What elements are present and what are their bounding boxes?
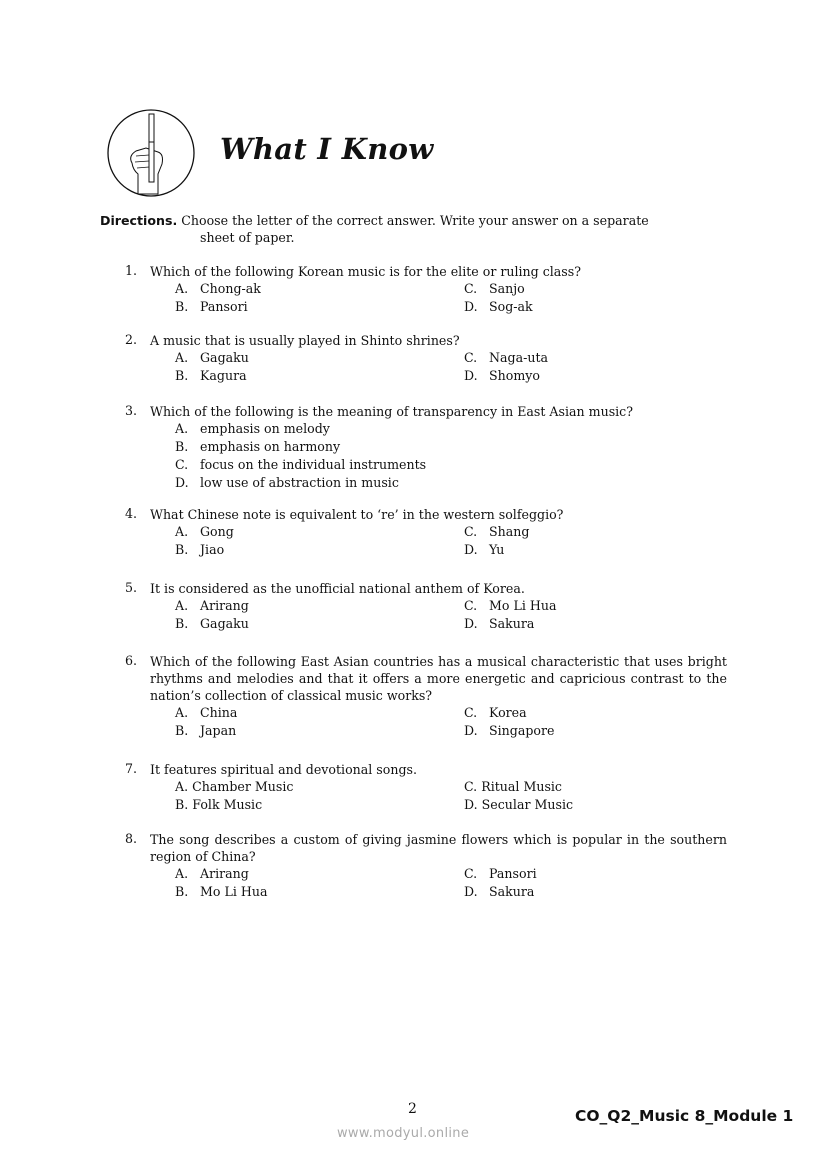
answer-option bbox=[464, 796, 724, 814]
question-number: 8. bbox=[125, 831, 138, 846]
option-letter: B. bbox=[175, 439, 189, 454]
option-letter: C. bbox=[464, 350, 478, 365]
option-letter: D. bbox=[464, 616, 478, 631]
option-text: Folk Music bbox=[192, 797, 263, 812]
option-letter: A. bbox=[175, 598, 189, 613]
question-item bbox=[125, 403, 727, 492]
question-number: 5. bbox=[125, 580, 138, 595]
option-letter: C. bbox=[464, 866, 478, 881]
option-letter: D. bbox=[464, 368, 478, 383]
answer-option bbox=[175, 456, 575, 474]
option-text: Arirang bbox=[200, 598, 249, 613]
option-text: Ritual Music bbox=[481, 779, 562, 794]
answer-option bbox=[175, 541, 464, 559]
option-text: emphasis on harmony bbox=[200, 439, 341, 454]
answer-option bbox=[175, 474, 575, 492]
answer-option bbox=[464, 704, 724, 722]
answer-option bbox=[175, 438, 575, 456]
option-letter: D. bbox=[464, 542, 478, 557]
answer-option bbox=[464, 615, 724, 633]
option-letter: D. bbox=[464, 723, 478, 738]
answer-option bbox=[175, 704, 464, 722]
option-text: Sakura bbox=[489, 616, 535, 631]
answer-option bbox=[464, 597, 724, 615]
option-text: low use of abstraction in music bbox=[200, 475, 399, 490]
option-letter: C. bbox=[175, 457, 189, 472]
question-item bbox=[125, 653, 727, 740]
directions bbox=[100, 212, 727, 246]
question-item bbox=[125, 506, 727, 559]
question-number: 7. bbox=[125, 761, 138, 776]
option-letter: A. bbox=[175, 281, 189, 296]
directions-text-cont: sheet of paper. bbox=[200, 230, 295, 245]
option-letter: A. bbox=[175, 421, 189, 436]
answer-option bbox=[175, 865, 464, 883]
directions-text: Choose the letter of the correct answer. Write your answer on a separate bbox=[181, 213, 649, 228]
directions-label: Directions. bbox=[100, 213, 178, 228]
answer-option bbox=[464, 367, 724, 385]
question-item bbox=[125, 761, 727, 814]
answer-option bbox=[175, 523, 464, 541]
answer-option bbox=[464, 541, 724, 559]
option-letter: A. bbox=[175, 705, 189, 720]
option-text: Arirang bbox=[200, 866, 249, 881]
option-text: Japan bbox=[200, 723, 237, 738]
answer-options bbox=[175, 597, 727, 633]
answer-option bbox=[464, 883, 724, 901]
question-number: 6. bbox=[125, 653, 138, 668]
question-number: 1. bbox=[125, 263, 138, 278]
question-text: Which of the following East Asian countries has a musical characteristic that uses bright rhythms and melodies and that it offers a more energetic and capricious contrast to the nation’s collection of classical music works? bbox=[150, 654, 727, 703]
option-letter: B. bbox=[175, 616, 189, 631]
question-text: A music that is usually played in Shinto shrines? bbox=[150, 333, 460, 348]
answer-option bbox=[175, 280, 464, 298]
question-number: 2. bbox=[125, 332, 138, 347]
question-text: What Chinese note is equivalent to ‘re’ in the western solfeggio? bbox=[150, 507, 564, 522]
question-text: Which of the following is the meaning of transparency in East Asian music? bbox=[150, 404, 633, 419]
answer-options bbox=[175, 523, 727, 559]
answer-options bbox=[175, 778, 727, 814]
option-text: Secular Music bbox=[481, 797, 574, 812]
option-text: Mo Li Hua bbox=[200, 884, 268, 899]
option-text: Singapore bbox=[489, 723, 555, 738]
option-text: Mo Li Hua bbox=[489, 598, 557, 613]
question-text: Which of the following Korean music is for the elite or ruling class? bbox=[150, 264, 581, 279]
module-code: CO_Q2_Music 8_Module 1 bbox=[575, 1107, 794, 1125]
option-letter: B. bbox=[175, 542, 189, 557]
option-text: Sakura bbox=[489, 884, 535, 899]
option-letter: A. bbox=[175, 866, 189, 881]
option-letter: B. bbox=[175, 368, 189, 383]
option-text: Shomyo bbox=[489, 368, 540, 383]
question-item bbox=[125, 263, 727, 316]
question-item bbox=[125, 580, 727, 633]
option-text: Jiao bbox=[200, 542, 225, 557]
answer-option bbox=[464, 722, 724, 740]
option-text: emphasis on melody bbox=[200, 421, 330, 436]
answer-option bbox=[464, 298, 724, 316]
option-text: Gagaku bbox=[200, 616, 249, 631]
option-letter: C. bbox=[464, 779, 478, 794]
question-number: 3. bbox=[125, 403, 138, 418]
option-text: Sanjo bbox=[489, 281, 525, 296]
option-letter: C. bbox=[464, 598, 478, 613]
answer-option bbox=[464, 523, 724, 541]
hand-holding-pencil-icon bbox=[106, 108, 196, 198]
option-letter: D. bbox=[175, 475, 189, 490]
page-number: 2 bbox=[408, 1101, 417, 1117]
answer-options bbox=[175, 420, 727, 492]
option-text: Sog-ak bbox=[489, 299, 533, 314]
option-text: Gagaku bbox=[200, 350, 249, 365]
option-letter: B. bbox=[175, 723, 189, 738]
option-letter: C. bbox=[464, 281, 478, 296]
answer-option bbox=[464, 349, 724, 367]
option-letter: B. bbox=[175, 884, 189, 899]
answer-options bbox=[175, 349, 727, 385]
answer-option bbox=[175, 615, 464, 633]
option-text: Pansori bbox=[200, 299, 248, 314]
answer-option bbox=[175, 883, 464, 901]
answer-option bbox=[175, 597, 464, 615]
option-text: Kagura bbox=[200, 368, 247, 383]
answer-option bbox=[175, 349, 464, 367]
option-letter: A. bbox=[175, 350, 189, 365]
answer-options bbox=[175, 280, 727, 316]
question-text: The song describes a custom of giving jasmine flowers which is popular in the southern region of China? bbox=[150, 832, 727, 864]
option-text: Chamber Music bbox=[192, 779, 294, 794]
answer-option bbox=[175, 778, 464, 796]
option-text: focus on the individual instruments bbox=[200, 457, 427, 472]
option-text: Yu bbox=[489, 542, 505, 557]
answer-option bbox=[464, 778, 724, 796]
option-text: Korea bbox=[489, 705, 527, 720]
option-text: China bbox=[200, 705, 238, 720]
answer-option bbox=[175, 722, 464, 740]
question-text: It is considered as the unofficial national anthem of Korea. bbox=[150, 581, 525, 596]
question-text: It features spiritual and devotional songs. bbox=[150, 762, 417, 777]
answer-option bbox=[175, 298, 464, 316]
question-item bbox=[125, 332, 727, 385]
option-letter: A. bbox=[175, 524, 189, 539]
option-letter: D. bbox=[464, 797, 478, 812]
option-text: Pansori bbox=[489, 866, 537, 881]
answer-options bbox=[175, 865, 727, 901]
option-letter: C. bbox=[464, 705, 478, 720]
question-number: 4. bbox=[125, 506, 138, 521]
option-letter: A. bbox=[175, 779, 189, 794]
option-letter: D. bbox=[464, 299, 478, 314]
option-text: Shang bbox=[489, 524, 530, 539]
question-item bbox=[125, 831, 727, 901]
option-text: Chong-ak bbox=[200, 281, 261, 296]
answer-options bbox=[175, 704, 727, 740]
answer-option bbox=[175, 420, 575, 438]
answer-option bbox=[175, 796, 464, 814]
option-text: Gong bbox=[200, 524, 234, 539]
answer-option bbox=[464, 280, 724, 298]
option-text: Naga-uta bbox=[489, 350, 549, 365]
option-letter: B. bbox=[175, 797, 189, 812]
watermark: www.modyul.online bbox=[337, 1126, 470, 1141]
option-letter: B. bbox=[175, 299, 189, 314]
answer-option bbox=[464, 865, 724, 883]
section-title: What I Know bbox=[220, 132, 434, 166]
answer-option bbox=[175, 367, 464, 385]
option-letter: D. bbox=[464, 884, 478, 899]
option-letter: C. bbox=[464, 524, 478, 539]
